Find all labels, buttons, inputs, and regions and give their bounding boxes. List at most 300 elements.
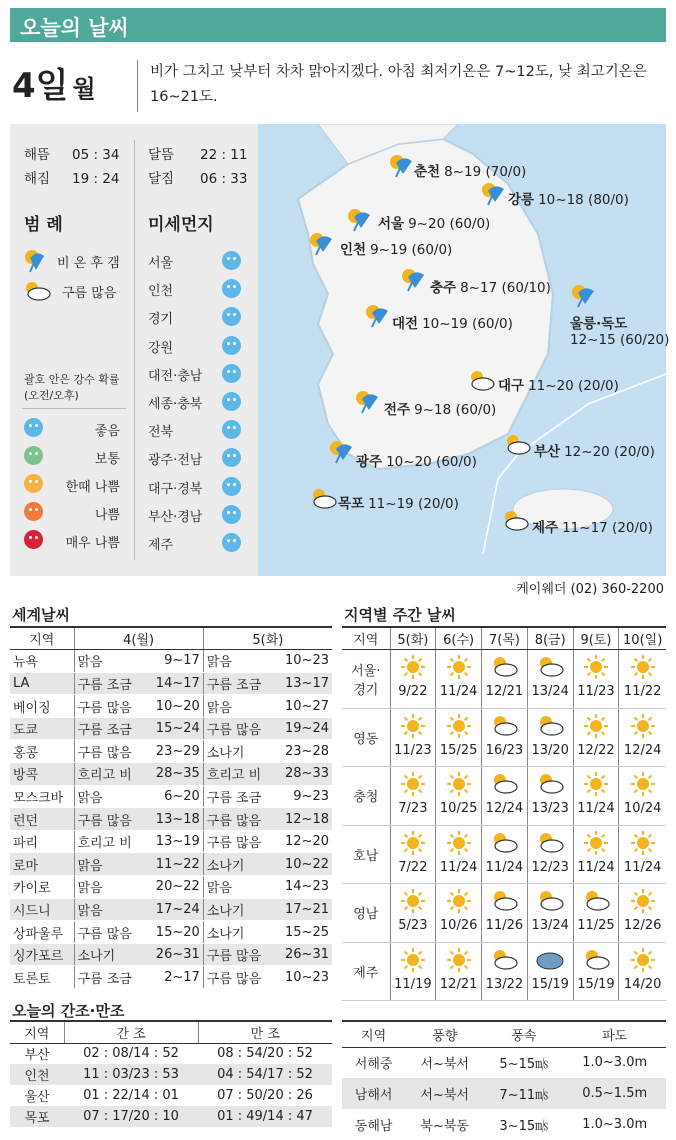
- regional-temp: 10/25: [439, 801, 478, 817]
- regional-day-cell: [573, 942, 619, 1001]
- regional-temp: 7/23: [398, 801, 428, 817]
- dust-good-face-icon: [222, 251, 241, 270]
- regional-col-header: 7(목): [482, 627, 528, 650]
- world-city: 카이로: [10, 876, 74, 899]
- tide-col-low: 간 조: [64, 1021, 198, 1043]
- tide-low: 01 : 22/14 : 01: [83, 1088, 179, 1103]
- map-city: [384, 398, 496, 418]
- table-row: [10, 1043, 332, 1064]
- world-day1-temp: 9~17: [145, 650, 204, 673]
- tide-region: 울산: [24, 1090, 50, 1105]
- map-city-value: 12~20 (20/0): [564, 444, 655, 460]
- world-day2-temp: 13~17: [274, 672, 332, 695]
- sun-icon: [444, 947, 474, 973]
- map-city-name: 제주: [532, 520, 559, 536]
- world-day2-weather: 맑음: [203, 876, 274, 899]
- date-day: 4일: [12, 66, 69, 106]
- regional-temp: 15/19: [531, 976, 569, 992]
- sun-icon: [628, 947, 658, 973]
- sunrise-sunset: [24, 146, 128, 189]
- map-city-value: 12~15 (60/20): [570, 332, 670, 348]
- regional-temp: 13/24: [531, 918, 569, 934]
- table-row: [10, 763, 332, 786]
- regional-day-cell: [573, 825, 619, 884]
- world-day2-weather: 구름 많음: [203, 717, 274, 740]
- table-row: [342, 884, 666, 943]
- regional-temp: 16/23: [485, 742, 524, 758]
- sun-icon: [581, 654, 611, 680]
- sea-region: 동해남: [354, 1119, 393, 1134]
- world-day1-weather: 흐리고 비: [74, 830, 145, 853]
- regional-day-cell: [482, 884, 528, 943]
- tide-high: 01 : 49/14 : 47: [198, 1106, 332, 1127]
- map-city-value: 11~19 (20/0): [368, 496, 459, 512]
- cloudy-icon: [535, 654, 565, 680]
- regional-region: 영남: [342, 884, 390, 943]
- regional-temp: 12/24: [485, 801, 524, 817]
- credit: 케이웨더 (02) 360-2200: [516, 582, 664, 597]
- regional-temp: 12/21: [439, 976, 478, 992]
- grade-face-icon: [24, 474, 43, 493]
- world-city: 토론토: [10, 966, 74, 989]
- sea-wave: 1.0~3.0m: [582, 1117, 648, 1132]
- world-day1-weather: 구름 많음: [74, 740, 145, 763]
- table-row: [10, 672, 332, 695]
- world-day1-weather: 구름 많음: [74, 808, 145, 831]
- cloudy-icon: [500, 508, 530, 534]
- world-day1-temp: 23~29: [145, 740, 204, 763]
- rain-clear-icon: [386, 152, 416, 178]
- world-day1-weather: 구름 많음: [74, 695, 145, 718]
- sun-icon: [628, 713, 658, 739]
- sun-icon: [581, 771, 611, 797]
- world-day2-temp: 14~23: [274, 876, 332, 899]
- world-day2-weather: 소나기: [203, 921, 274, 944]
- grade-face-icon: [24, 446, 43, 465]
- rain-clear-icon: [362, 302, 392, 328]
- dust-region: 강원: [148, 340, 174, 356]
- sun-icon: [444, 654, 474, 680]
- sunrise-label: 해뜸: [24, 147, 51, 163]
- regional-temp: 11/23: [394, 742, 432, 758]
- date-weekday: 월: [72, 75, 96, 103]
- map-city-name: 대구: [498, 378, 525, 394]
- regional-temp: 13/22: [485, 976, 524, 992]
- world-day2-temp: 15~25: [274, 921, 332, 944]
- dust-region: 세종·충북: [148, 397, 203, 412]
- world-day1-temp: 11~22: [145, 853, 204, 876]
- regional-day-cell: [390, 942, 436, 1001]
- sun-icon: [398, 771, 428, 797]
- table-row: [10, 853, 332, 876]
- regional-temp: 11/24: [439, 684, 478, 700]
- world-day1-temp: 26~31: [145, 943, 204, 966]
- rain-clear-icon: [398, 266, 428, 292]
- map-city: [338, 492, 459, 512]
- regional-temp: 11/24: [439, 859, 478, 875]
- world-day1-temp: 20~22: [145, 876, 204, 899]
- sun-icon: [398, 947, 428, 973]
- map-city-name: 목포: [338, 496, 365, 512]
- dust-good-face-icon: [222, 477, 241, 496]
- table-row: [10, 830, 332, 853]
- world-day2-temp: 12~20: [274, 830, 332, 853]
- world-day2-weather: 소나기: [203, 853, 274, 876]
- world-day2-weather: 흐리고 비: [203, 763, 274, 786]
- dust-region: 서울: [148, 256, 174, 271]
- regional-col-header: 8(금): [527, 627, 573, 650]
- map-city-name: 강릉: [508, 192, 535, 208]
- table-row: [10, 808, 332, 831]
- dust-good-face-icon: [222, 364, 241, 383]
- map-city: [532, 516, 653, 536]
- legend-title: 범 례: [24, 215, 63, 235]
- sun-icon: [628, 771, 658, 797]
- table-row: [342, 1047, 666, 1078]
- world-day1-temp: 6~20: [145, 785, 204, 808]
- regional-temp: 15/19: [577, 976, 615, 992]
- map-city-name: 부산: [534, 444, 561, 460]
- world-day1-weather: 구름 조금: [74, 966, 145, 989]
- cloudy-icon: [535, 830, 565, 856]
- sea-col-header: 파도: [563, 1021, 666, 1047]
- world-city: 싱가포르: [10, 943, 74, 966]
- table-row: [342, 1109, 666, 1140]
- table-row: [10, 943, 332, 966]
- regional-day-cell: [619, 825, 666, 884]
- regional-temp: 5/23: [398, 918, 428, 934]
- regional-temp: 9/22: [398, 684, 428, 700]
- map-city-name: 전주: [384, 402, 411, 418]
- regional-day-cell: [390, 650, 436, 709]
- table-row: [10, 785, 332, 808]
- map-city-value-row: [570, 332, 669, 348]
- regional-day-cell: [482, 767, 528, 826]
- world-day2-temp: 10~23: [274, 966, 332, 989]
- world-day1-temp: 17~24: [145, 898, 204, 921]
- sunrise-time: 05 : 34: [72, 147, 120, 163]
- sea-wind-speed: 3~15㎧: [499, 1119, 549, 1134]
- world-day2-temp: 10~23: [274, 650, 332, 673]
- dust-region: 부산·경남: [148, 509, 203, 525]
- world-city: 뉴욕: [10, 650, 74, 673]
- table-row: [342, 708, 666, 767]
- world-day1-weather: 맑음: [74, 853, 145, 876]
- regional-temp: 11/24: [485, 859, 524, 875]
- grade-label: 보통: [94, 452, 120, 467]
- dust-good-face-icon: [222, 505, 241, 524]
- table-row: [342, 825, 666, 884]
- world-day1-weather: 맑음: [74, 876, 145, 899]
- regional-day-cell: [482, 708, 528, 767]
- regional-col-header: 5(화): [390, 627, 436, 650]
- sun-icon: [444, 830, 474, 856]
- world-day2-weather: 소나기: [203, 898, 274, 921]
- world-day1-temp: 2~17: [145, 966, 204, 989]
- sun-icon: [628, 654, 658, 680]
- dust-region: 제주: [148, 538, 174, 553]
- dark-cloud-icon: [535, 947, 565, 973]
- world-day1-temp: 14~17: [145, 672, 204, 695]
- dust-region: 대전·충남: [148, 368, 203, 384]
- world-day1-temp: 10~20: [145, 695, 204, 718]
- regional-col-header: 10(일): [619, 627, 666, 650]
- sun-icon: [581, 713, 611, 739]
- sea-wind-speed: 7~11㎧: [484, 1078, 563, 1109]
- moonrise-label: 달뜸: [148, 147, 175, 163]
- regional-col-header: 6(수): [436, 627, 482, 650]
- regional-temp: 11/25: [577, 918, 615, 934]
- table-row: [342, 942, 666, 1001]
- regional-day-cell: [390, 708, 436, 767]
- regional-temp: 11/24: [577, 801, 615, 817]
- sun-icon: [398, 888, 428, 914]
- regional-day-cell: [527, 825, 573, 884]
- world-city: 런던: [10, 808, 74, 831]
- regional-day-cell: [527, 767, 573, 826]
- map-city-value: 8~17 (60/10): [460, 280, 551, 296]
- cloudy-icon: [22, 280, 52, 302]
- tide-high: 08 : 54/20 : 52: [217, 1046, 313, 1062]
- tide-table: [10, 1020, 332, 1127]
- regional-temp: 14/20: [623, 976, 662, 992]
- cloudy-icon: [535, 888, 565, 914]
- regional-temp: 10/24: [623, 801, 662, 817]
- sea-col-header: 지역: [342, 1021, 405, 1047]
- map-city: [378, 212, 490, 232]
- map-city-name: 대전: [392, 316, 419, 332]
- moonrise-time: 22 : 11: [200, 147, 248, 163]
- regional-temp: 11/22: [623, 684, 662, 700]
- dust-good-face-icon: [222, 533, 241, 552]
- legend-note: 괄호 안은 강수 확률 (오전/오후): [24, 373, 120, 402]
- rain-clear-icon: [478, 180, 508, 206]
- regional-day-cell: [573, 884, 619, 943]
- world-day2-weather: 소나기: [203, 740, 274, 763]
- world-col-day1: 4(월): [74, 627, 203, 650]
- regional-temp: 11/26: [485, 918, 524, 934]
- world-day1-temp: 15~20: [145, 921, 204, 944]
- regional-day-cell: [573, 767, 619, 826]
- map-city: [570, 312, 631, 332]
- regional-day-cell: [436, 884, 482, 943]
- divider: [137, 60, 138, 112]
- cloudy-icon: [535, 771, 565, 797]
- dust-region: 인천: [148, 284, 174, 300]
- regional-temp: 10/26: [439, 918, 478, 934]
- world-city: 도쿄: [10, 717, 74, 740]
- dust-good-face-icon: [222, 336, 241, 355]
- table-row: [10, 695, 332, 718]
- sea-wind-direction: 서~북서: [405, 1078, 484, 1109]
- world-day1-weather: 맑음: [74, 650, 145, 673]
- world-day2-weather: 구름 조금: [203, 672, 274, 695]
- world-day2-weather: 맑음: [203, 695, 274, 718]
- dust-good-face-icon: [222, 392, 241, 411]
- table-row: [10, 650, 332, 673]
- world-city: 모스크바: [10, 785, 74, 808]
- map-city-value: 10~19 (60/0): [422, 316, 513, 332]
- regional-temp: 11/23: [577, 684, 615, 700]
- regional-day-cell: [436, 942, 482, 1001]
- world-day1-weather: 흐리고 비: [74, 763, 145, 786]
- tide-low: 11 : 03/23 : 53: [64, 1064, 198, 1085]
- sun-icon: [444, 713, 474, 739]
- map-city: [414, 160, 526, 180]
- tide-region: 인천: [10, 1064, 64, 1085]
- map-city: [534, 440, 655, 460]
- panel-divider: [134, 140, 135, 560]
- dust-region: 광주·전남: [148, 453, 203, 469]
- map-city-name: 울릉·독도: [570, 316, 628, 332]
- sea-wind-direction: 북~북동: [420, 1119, 469, 1134]
- regional-day-cell: [619, 767, 666, 826]
- world-city: 베이징: [10, 695, 74, 718]
- regional-day-cell: [527, 650, 573, 709]
- cloudy-icon: [466, 368, 496, 394]
- map-city: [392, 312, 513, 332]
- grade-label: 한때 나쁨: [65, 480, 120, 495]
- world-weather-title: 세계날씨: [12, 606, 70, 624]
- world-day2-temp: 19~24: [274, 717, 332, 740]
- map-city-name: 광주: [356, 454, 383, 470]
- world-day2-temp: 10~27: [274, 695, 332, 718]
- map-city-name: 인천: [340, 242, 367, 258]
- rain-clear-icon: [344, 206, 374, 232]
- dust-title: 미세먼지: [148, 215, 214, 235]
- sun-icon: [628, 888, 658, 914]
- grade-face-icon: [24, 502, 43, 521]
- table-row: [342, 767, 666, 826]
- sea-col-header: 풍향: [405, 1021, 484, 1047]
- map-city: [508, 188, 629, 208]
- legend-item-cloudy: 구름 많음: [62, 286, 117, 301]
- map-city-value: 10~18 (80/0): [538, 192, 629, 208]
- regional-day-cell: [436, 825, 482, 884]
- regional-temp: 12/21: [485, 684, 524, 700]
- world-day2-temp: 23~28: [274, 740, 332, 763]
- rain-clear-icon: [568, 282, 598, 308]
- map-city-value: 11~20 (20/0): [528, 378, 619, 394]
- regional-temp: 11/24: [577, 859, 615, 875]
- legend-divider: [22, 408, 126, 409]
- tide-col-region: 지역: [10, 1021, 64, 1043]
- world-day2-weather: 구름 많음: [203, 808, 274, 831]
- moonset-time: 06 : 33: [200, 171, 248, 187]
- tide-region: 목포: [10, 1106, 64, 1127]
- rain-clear-icon: [326, 438, 356, 464]
- regional-day-cell: [527, 942, 573, 1001]
- moonrise-moonset: [148, 146, 252, 189]
- grade-label: 매우 나쁨: [65, 536, 120, 551]
- regional-day-cell: [573, 650, 619, 709]
- world-day1-weather: 구름 많음: [74, 921, 145, 944]
- table-row: [10, 876, 332, 899]
- rain-clear-icon: [22, 248, 46, 274]
- world-city: 홍콩: [10, 740, 74, 763]
- table-row: [10, 966, 332, 989]
- sun-icon: [444, 771, 474, 797]
- map-city: [356, 450, 477, 470]
- regional-weekly-table: [342, 626, 666, 1001]
- world-day1-weather: 소나기: [74, 943, 145, 966]
- cloudy-icon: [489, 771, 519, 797]
- table-row: [10, 717, 332, 740]
- regional-day-cell: [619, 884, 666, 943]
- world-day2-weather: 구름 많음: [203, 966, 274, 989]
- tide-low: 07 : 17/20 : 10: [64, 1106, 198, 1127]
- cloudy-icon: [535, 713, 565, 739]
- world-day1-weather: 구름 조금: [74, 717, 145, 740]
- tide-high: 04 : 54/17 : 52: [198, 1064, 332, 1085]
- map-city-value: 9~20 (60/0): [408, 216, 491, 232]
- cloudy-icon: [489, 713, 519, 739]
- regional-temp: 13/24: [531, 684, 569, 700]
- table-row: [10, 1085, 332, 1106]
- map-city-value: 11~17 (20/0): [562, 520, 653, 536]
- regional-day-cell: [436, 767, 482, 826]
- grade-label: 좋음: [94, 424, 120, 439]
- sunset-time: 19 : 24: [72, 171, 120, 187]
- table-row: [10, 898, 332, 921]
- cloudy-icon: [581, 947, 611, 973]
- regional-temp: 12/23: [531, 859, 569, 875]
- world-col-region: 지역: [10, 627, 74, 650]
- regional-col-header: 지역: [342, 627, 390, 650]
- world-col-day2: 5(화): [203, 627, 332, 650]
- sea-region: 남해서: [342, 1078, 405, 1109]
- map-city-name: 충주: [430, 280, 457, 296]
- regional-day-cell: [482, 650, 528, 709]
- regional-day-cell: [390, 767, 436, 826]
- cloudy-icon: [489, 947, 519, 973]
- world-day2-weather: 맑음: [203, 650, 274, 673]
- rain-clear-icon: [352, 388, 382, 414]
- regional-day-cell: [527, 884, 573, 943]
- world-city: LA: [10, 672, 74, 695]
- table-row: [342, 1078, 666, 1109]
- table-row: [10, 921, 332, 944]
- world-day2-weather: 구름 많음: [203, 830, 274, 853]
- regional-day-cell: [482, 825, 528, 884]
- map-city-value: 9~19 (60/0): [370, 242, 453, 258]
- sea-wind-speed: 5~15㎧: [499, 1057, 549, 1073]
- tide-low: 02 : 08/14 : 52: [83, 1046, 179, 1062]
- sea-wave: 1.0~3.0m: [582, 1055, 648, 1071]
- regional-day-cell: [390, 884, 436, 943]
- regional-day-cell: [436, 650, 482, 709]
- cloudy-icon: [308, 486, 338, 512]
- regional-region: 충청: [342, 767, 390, 826]
- sea-table: [342, 1020, 666, 1140]
- world-city: 시드니: [10, 898, 74, 921]
- world-day2-weather: 구름 많음: [203, 943, 274, 966]
- world-day2-weather: 구름 조금: [203, 785, 274, 808]
- map-city: [430, 276, 551, 296]
- regional-day-cell: [619, 650, 666, 709]
- world-day2-temp: 17~21: [274, 898, 332, 921]
- world-city: 파리: [10, 830, 74, 853]
- world-day1-temp: 13~19: [145, 830, 204, 853]
- map-city-value: 10~20 (60/0): [386, 454, 477, 470]
- cloudy-icon: [489, 830, 519, 856]
- legend-item-rain-clear: 비 온 후 갬: [57, 256, 120, 271]
- sun-icon: [398, 654, 428, 680]
- world-day1-temp: 15~24: [145, 717, 204, 740]
- sea-col-header: 풍속: [484, 1021, 563, 1047]
- regional-day-cell: [436, 708, 482, 767]
- sea-region: 서해중: [354, 1057, 393, 1073]
